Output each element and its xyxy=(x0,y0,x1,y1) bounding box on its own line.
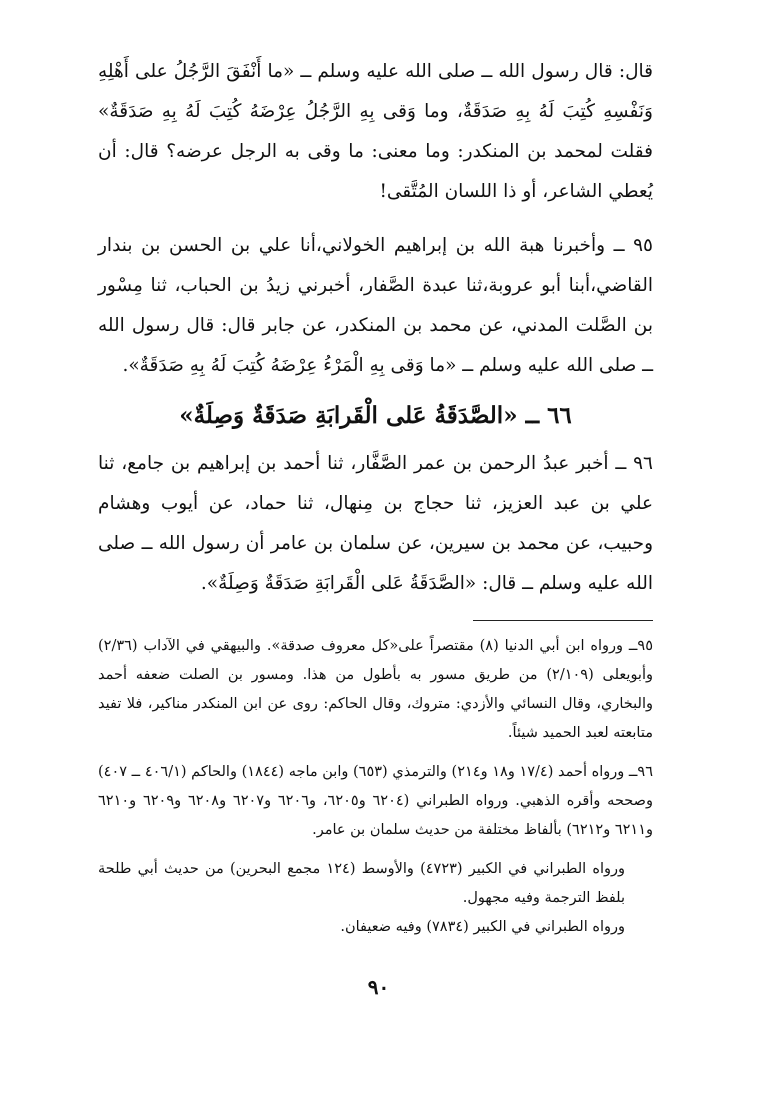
footnote-96-tabarani-kabir-awsat: ورواه الطبراني في الكبير (٤٧٢٣) والأوسط (١٢٤ مجمع البحرين) من حديث أبي طلحة بلفظ الترجمة وفيه مجهول. xyxy=(98,861,625,906)
footnote-96: ٩٦ــ ورواه أحمد (١٧/٤ و١٨ و٢١٤) والترمذي (٦٥٣) وابن ماجه (١٨٤٤) والحاكم (٤٠٦/١ ــ ٤٠٧) وصححه وأقره الذهبي. ورواه الطبراني (٦٢٠٤ و٦٢٠٥، و٦٢٠٦ و٦٢٠٧ و٦٢٠٨ و٦٢٠٩ و٦٢١٠ و٦٢١١ و٦٢١٢) بألفاظ مختلفة من حديث سلمان بن عامر. xyxy=(98,764,653,838)
paragraph-hadith-95: ٩٥ ــ وأخبرنا هبة الله بن إبراهيم الخولاني،أنا علي بن الحسن بن بندار القاضي،أبنا أبو عروبة،ثنا عبدة الصَّفار، أخبرني زيدُ بن الحباب، ثنا مِسْور بن الصَّلت المدني، عن محمد بن المنكدر، عن جابر قال: قال رسول الله ــ صلى الله عليه وسلم ــ «ما وَقى بِهِ الْمَرْءُ عِرْضَهُ كُتِبَ لَهُ بِهِ صَدَقَةٌ». xyxy=(98,235,653,376)
footnote-separator xyxy=(473,620,653,621)
main-text xyxy=(98,52,653,604)
footnote-95: ٩٥ــ ورواه ابن أبي الدنيا (٨) مقتصراً على«كل معروف صدقة». والبيهقي في الآداب (٢/٣٦) وأبويعلى (٢/١٠٩) من طريق مسور به بأطول من هذا. ومسور بن الصلت ضعفه أحمد والبخاري، وقال النسائي والأزدي: متروك، وقال الحاكم: روى عن ابن المنكدر مناكير، فلا تفيد متابعته لعبد الحميد شيئاً. xyxy=(98,638,653,741)
paragraph-hadith-94-continued: قال: قال رسول الله ــ صلى الله عليه وسلم ــ «ما أَنْفَقَ الرَّجُلُ على أَهْلِهِ وَنَفْسِهِ كُتِبَ لَهُ بِهِ صَدَقَةٌ، وما وَقى بِهِ الرَّجُلُ عِرْضَهُ كُتِبَ لَهُ بِهِ صَدَقَةٌ» فقلت لمحمد بن المنكدر: وما معنى: ما وقى به الرجل عرضه؟ قال: أن يُعطي الشاعر، أو ذا اللسان المُتَّقى! xyxy=(98,61,653,202)
chapter-heading-66: ٦٦ ــ «الصَّدَقَةُ عَلى الْقَرابَةِ صَدَقَةٌ وَصِلَةٌ» xyxy=(179,402,572,429)
footnotes xyxy=(98,632,653,942)
page-number: ٩٠ xyxy=(367,975,390,999)
footnote-96-tabarani-kabir: ورواه الطبراني في الكبير (٧٨٣٤) وفيه ضعيفان. xyxy=(340,919,625,935)
paragraph-hadith-96: ٩٦ ــ أخبر عبدُ الرحمن بن عمر الصَّفَّار، ثنا أحمد بن إبراهيم بن جامع، ثنا علي بن عبد العزيز، ثنا حجاج بن مِنهال، ثنا حماد، عن أيوب وهشام وحبيب، عن محمد بن سيرين، عن سلمان بن عامر أن رسول الله ــ صلى الله عليه وسلم ــ قال: «الصَّدَقَةُ عَلى الْقَرابَةِ صَدَقَةٌ وَصِلَةٌ». xyxy=(98,453,653,594)
